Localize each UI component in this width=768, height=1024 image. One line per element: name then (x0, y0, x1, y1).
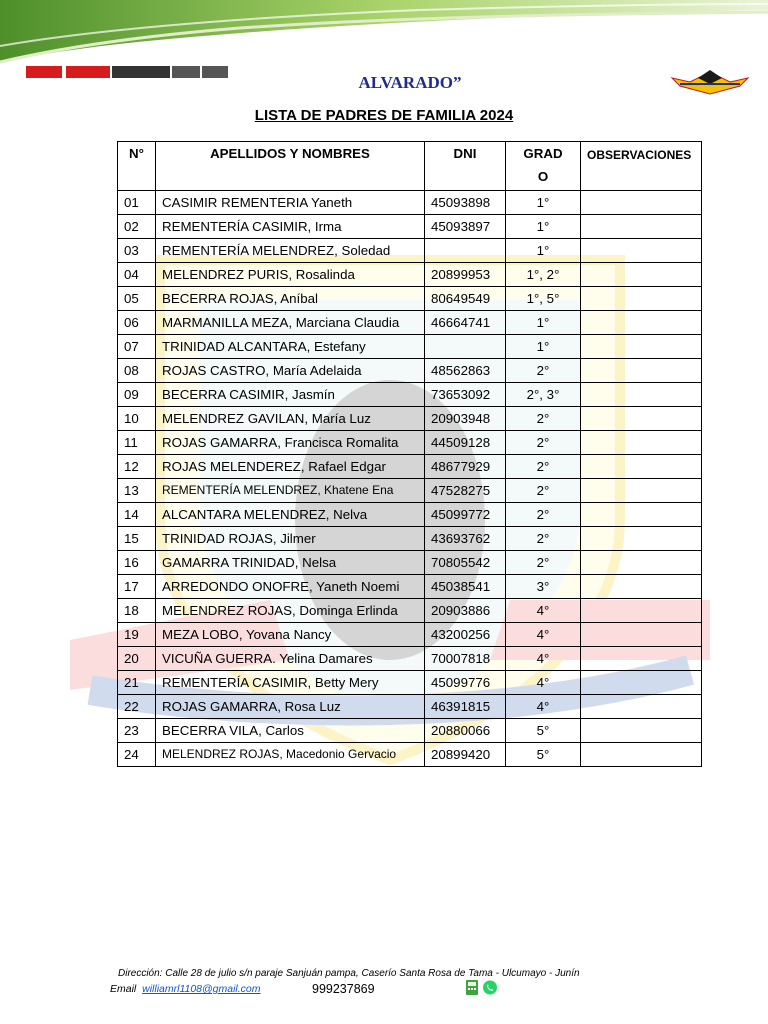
row-obs (581, 671, 702, 695)
document-title: LISTA DE PADRES DE FAMILIA 2024 (254, 107, 514, 124)
row-obs (581, 455, 702, 479)
row-dni: 80649549 (425, 287, 506, 311)
row-num: 01 (118, 191, 156, 215)
row-grado: 5° (506, 719, 581, 743)
row-num: 11 (118, 431, 156, 455)
row-num: 04 (118, 263, 156, 287)
row-name: REMENTERÍA MELENDREZ, Khatene Ena (156, 479, 425, 503)
table-row (118, 359, 702, 383)
row-name: MELENDREZ GAVILAN, María Luz (156, 407, 425, 431)
table-row (118, 719, 702, 743)
row-num: 06 (118, 311, 156, 335)
row-dni: 48562863 (425, 359, 506, 383)
row-grado: 4° (506, 695, 581, 719)
row-num: 20 (118, 647, 156, 671)
row-grado: 1°, 2° (506, 263, 581, 287)
row-name: TRINIDAD ALCANTARA, Estefany (156, 335, 425, 359)
row-dni: 70805542 (425, 551, 506, 575)
table-row (118, 647, 702, 671)
row-name: TRINIDAD ROJAS, Jilmer (156, 527, 425, 551)
row-name: BECERRA VILA, Carlos (156, 719, 425, 743)
row-obs (581, 599, 702, 623)
row-dni: 20903886 (425, 599, 506, 623)
row-obs (581, 383, 702, 407)
whatsapp-icon (482, 980, 498, 995)
row-obs (581, 335, 702, 359)
table-row (118, 599, 702, 623)
footer-icons (465, 980, 498, 995)
row-dni: 48677929 (425, 455, 506, 479)
row-grado: 2° (506, 407, 581, 431)
row-dni: 47528275 (425, 479, 506, 503)
row-grado: 1° (506, 191, 581, 215)
row-grado: 2° (506, 503, 581, 527)
table-row (118, 335, 702, 359)
row-grado: 2°, 3° (506, 383, 581, 407)
table-row (118, 743, 702, 767)
row-obs (581, 695, 702, 719)
row-obs (581, 431, 702, 455)
row-grado: 1° (506, 239, 581, 263)
row-num: 03 (118, 239, 156, 263)
row-dni (425, 335, 506, 359)
row-obs (581, 479, 702, 503)
row-dni: 43693762 (425, 527, 506, 551)
row-name: REMENTERÍA CASIMIR, Irma (156, 215, 425, 239)
row-dni: 70007818 (425, 647, 506, 671)
row-dni: 20899953 (425, 263, 506, 287)
row-obs (581, 407, 702, 431)
row-grado: 1° (506, 215, 581, 239)
row-obs (581, 311, 702, 335)
table-row (118, 215, 702, 239)
row-name: ROJAS GAMARRA, Francisca Romalita (156, 431, 425, 455)
row-num: 02 (118, 215, 156, 239)
row-obs (581, 647, 702, 671)
footer-address: Dirección: Calle 28 de julio s/n paraje Sanjuán pampa, Caserío Santa Rosa de Tama - Ulcumayo - Junín (118, 968, 580, 979)
row-num: 05 (118, 287, 156, 311)
row-num: 13 (118, 479, 156, 503)
row-grado: 5° (506, 743, 581, 767)
email-link[interactable]: williamrl1108@gmail.com (142, 983, 261, 995)
row-num: 10 (118, 407, 156, 431)
phone-icon (465, 980, 479, 995)
row-obs (581, 287, 702, 311)
row-num: 12 (118, 455, 156, 479)
row-num: 14 (118, 503, 156, 527)
email-label: Email (110, 983, 137, 995)
row-dni: 20903948 (425, 407, 506, 431)
table-row (118, 431, 702, 455)
row-obs (581, 551, 702, 575)
row-obs (581, 215, 702, 239)
row-grado: 2° (506, 455, 581, 479)
row-dni: 46664741 (425, 311, 506, 335)
row-dni: 20880066 (425, 719, 506, 743)
table-row (118, 551, 702, 575)
row-grado: 4° (506, 647, 581, 671)
table-row (118, 239, 702, 263)
row-num: 16 (118, 551, 156, 575)
row-name: MEZA LOBO, Yovana Nancy (156, 623, 425, 647)
row-name: ROJAS GAMARRA, Rosa Luz (156, 695, 425, 719)
row-dni: 46391815 (425, 695, 506, 719)
row-dni: 45093898 (425, 191, 506, 215)
row-name: MELENDREZ ROJAS, Dominga Erlinda (156, 599, 425, 623)
col-header-name: APELLIDOS Y NOMBRES (156, 142, 425, 191)
row-name: ROJAS CASTRO, María Adelaida (156, 359, 425, 383)
footer-email-line (110, 983, 261, 995)
table-row (118, 287, 702, 311)
row-grado: 4° (506, 671, 581, 695)
row-grado: 3° (506, 575, 581, 599)
row-name: VICUÑA GUERRA. Yelina Damares (156, 647, 425, 671)
table-row (118, 263, 702, 287)
table-row (118, 503, 702, 527)
row-name: MELENDREZ PURIS, Rosalinda (156, 263, 425, 287)
table-row (118, 455, 702, 479)
row-name: GAMARRA TRINIDAD, Nelsa (156, 551, 425, 575)
footer-phone: 999237869 (312, 982, 375, 996)
row-dni: 20899420 (425, 743, 506, 767)
table-row (118, 695, 702, 719)
row-dni: 45099776 (425, 671, 506, 695)
row-obs (581, 239, 702, 263)
row-num: 07 (118, 335, 156, 359)
table-row (118, 311, 702, 335)
row-name: BECERRA CASIMIR, Jasmín (156, 383, 425, 407)
row-name: MELENDREZ ROJAS, Macedonio Gervacio (156, 743, 425, 767)
table-row (118, 527, 702, 551)
row-dni: 45093897 (425, 215, 506, 239)
row-num: 24 (118, 743, 156, 767)
row-grado: 4° (506, 599, 581, 623)
row-num: 09 (118, 383, 156, 407)
table-row (118, 191, 702, 215)
row-obs (581, 719, 702, 743)
row-grado: 1° (506, 335, 581, 359)
table-row (118, 623, 702, 647)
table-row (118, 671, 702, 695)
row-num: 15 (118, 527, 156, 551)
row-dni: 45038541 (425, 575, 506, 599)
row-name: ROJAS MELENDEREZ, Rafael Edgar (156, 455, 425, 479)
header-banner (0, 0, 768, 70)
row-grado: 2° (506, 479, 581, 503)
row-name: ALCANTARA MELENDREZ, Nelva (156, 503, 425, 527)
row-grado: 1°, 5° (506, 287, 581, 311)
row-grado: 2° (506, 431, 581, 455)
row-obs (581, 359, 702, 383)
row-dni: 73653092 (425, 383, 506, 407)
row-name: CASIMIR REMENTERIA Yaneth (156, 191, 425, 215)
row-num: 21 (118, 671, 156, 695)
table-row (118, 575, 702, 599)
row-name: MARMANILLA MEZA, Marciana Claudia (156, 311, 425, 335)
row-grado: 2° (506, 551, 581, 575)
table-row (118, 383, 702, 407)
row-obs (581, 527, 702, 551)
row-num: 08 (118, 359, 156, 383)
row-dni: 45099772 (425, 503, 506, 527)
row-dni (425, 239, 506, 263)
row-obs (581, 623, 702, 647)
row-grado: 2° (506, 359, 581, 383)
row-name: REMENTERÍA MELENDREZ, Soledad (156, 239, 425, 263)
row-name: BECERRA ROJAS, Aníbal (156, 287, 425, 311)
school-name: ALVARADO” (358, 73, 462, 92)
col-header-dni: DNI (425, 142, 506, 191)
row-name: ARREDONDO ONOFRE, Yaneth Noemi (156, 575, 425, 599)
row-num: 23 (118, 719, 156, 743)
col-header-num: N° (118, 142, 156, 191)
row-obs (581, 503, 702, 527)
row-num: 18 (118, 599, 156, 623)
parents-table (117, 141, 702, 767)
row-obs (581, 263, 702, 287)
row-grado: 1° (506, 311, 581, 335)
row-num: 22 (118, 695, 156, 719)
row-obs (581, 575, 702, 599)
row-grado: 4° (506, 623, 581, 647)
table-row (118, 407, 702, 431)
row-obs (581, 191, 702, 215)
row-obs (581, 743, 702, 767)
table-row (118, 479, 702, 503)
row-num: 17 (118, 575, 156, 599)
row-num: 19 (118, 623, 156, 647)
row-name: REMENTERÍA CASIMIR, Betty Mery (156, 671, 425, 695)
col-header-obs: OBSERVACIONES (581, 142, 702, 191)
col-header-grado: GRAD O (506, 142, 581, 191)
row-dni: 44509128 (425, 431, 506, 455)
table-header-row (118, 142, 702, 191)
row-grado: 2° (506, 527, 581, 551)
row-dni: 43200256 (425, 623, 506, 647)
